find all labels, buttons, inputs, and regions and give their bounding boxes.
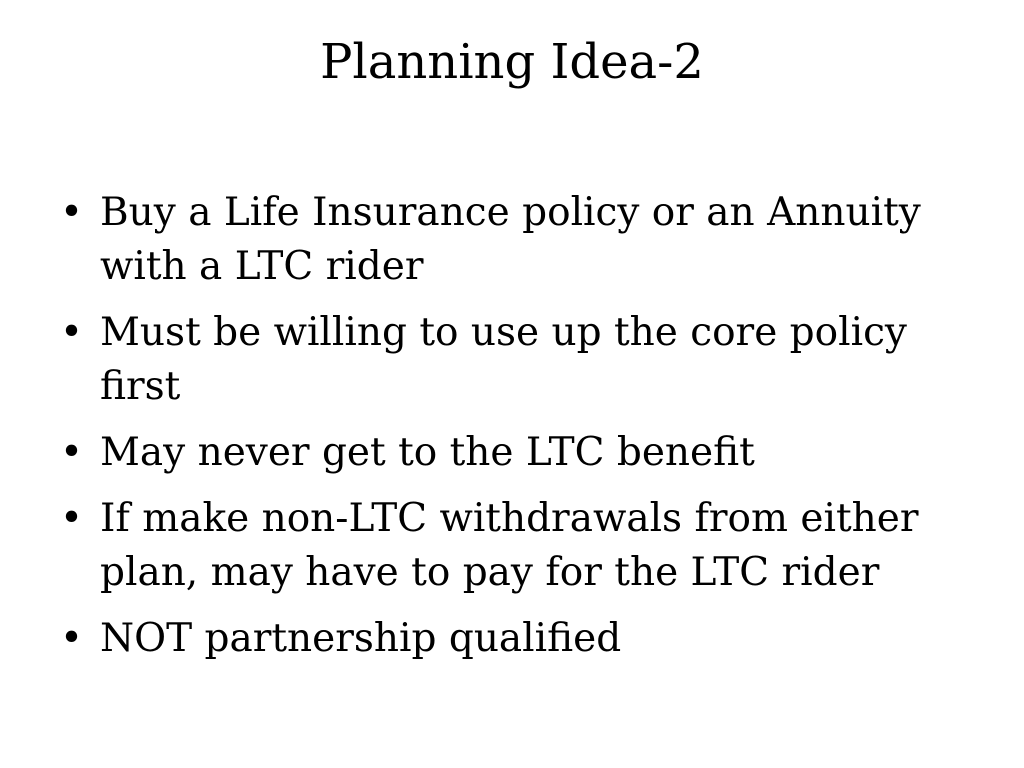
bullet-text: May never get to the LTC benefit — [100, 430, 755, 475]
bullet-marker: • — [60, 430, 84, 475]
bullet-marker: • — [60, 310, 84, 355]
bullet-marker: • — [60, 496, 84, 541]
bullet-text: If make non-LTC withdrawals from either plan, may have to pay for the LTC rider — [100, 496, 919, 595]
bullet-text: Must be willing to use up the core policy first — [100, 310, 907, 409]
bullet-text: Buy a Life Insurance policy or an Annuity with a LTC rider — [100, 190, 921, 289]
bullet-item — [60, 186, 960, 294]
bullet-list — [60, 186, 960, 678]
bullet-marker: • — [60, 616, 84, 661]
bullet-item — [60, 492, 960, 600]
bullet-marker: • — [60, 190, 84, 235]
bullet-item — [60, 426, 960, 480]
slide-title: Planning Idea-2 — [320, 34, 704, 90]
bullet-text: NOT partnership qualified — [100, 616, 622, 661]
bullet-item — [60, 306, 960, 414]
bullet-item — [60, 612, 960, 666]
